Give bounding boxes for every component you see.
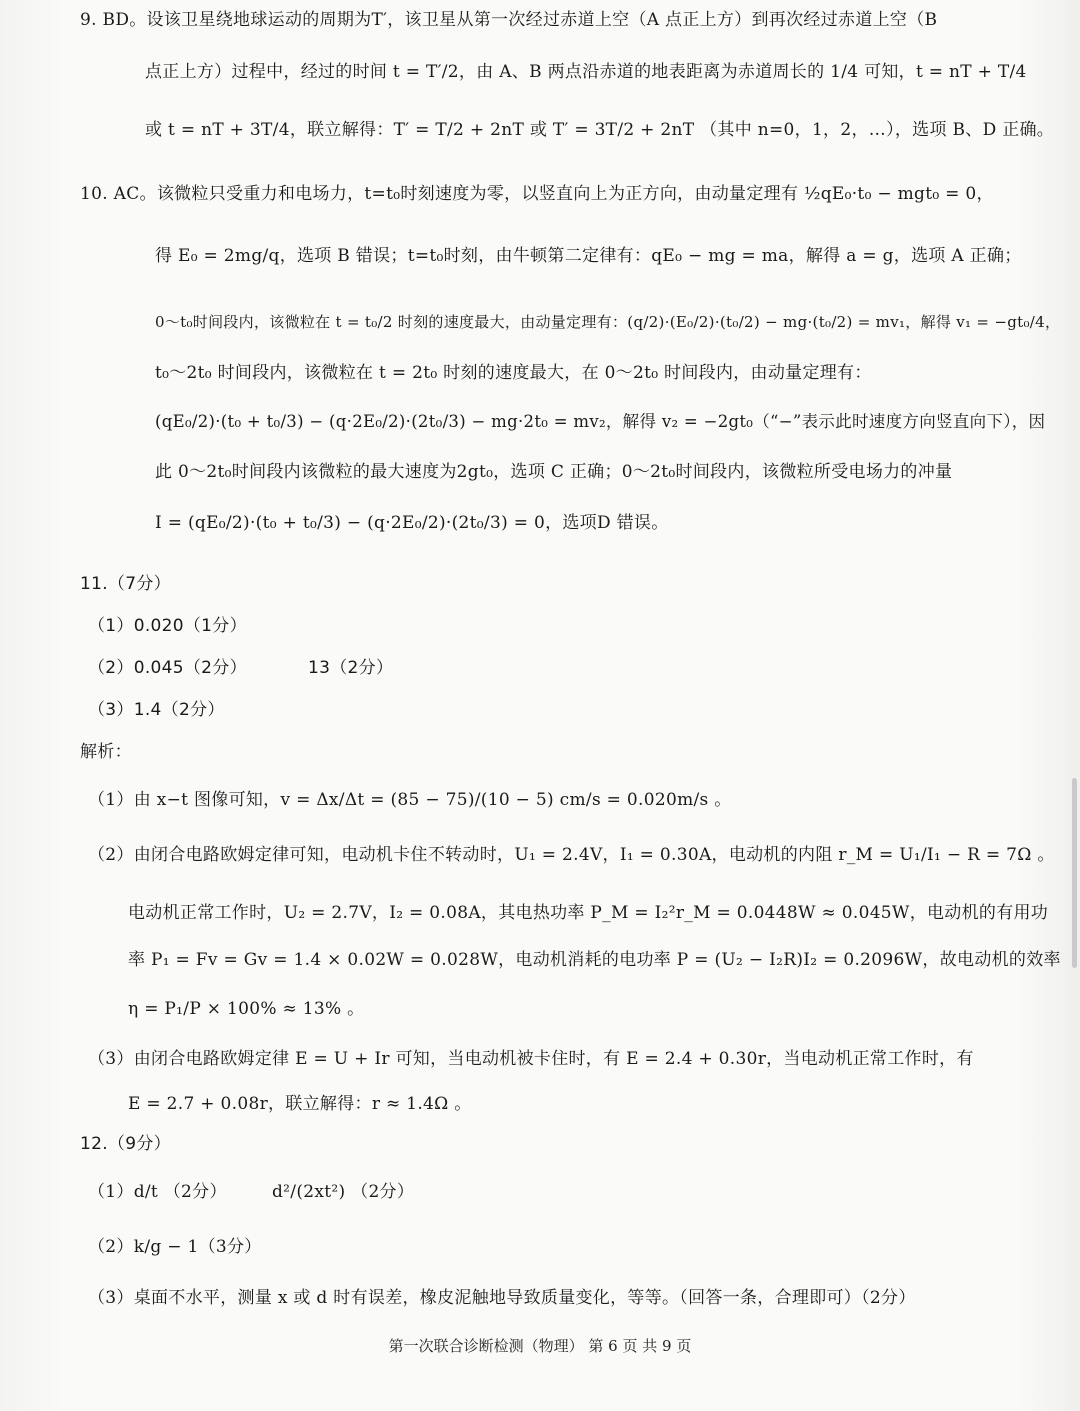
q11-solution-2d: η = P₁/P × 100% ≈ 13% 。	[128, 999, 365, 1019]
q10-line-5: (qE₀/2)·(t₀ + t₀/3) − (q·2E₀/2)·(2t₀/3) − mg·2t₀ = mv₂，解得 v₂ = −2gt₀（“−”表示此时速度方向竖直向下），因	[155, 412, 1046, 431]
q11-answer-1: （1）0.020（1分）	[88, 616, 247, 636]
q12-header: 12.（9分）	[80, 1134, 171, 1154]
q10-line-2: 得 E₀ = 2mg/q，选项 B 错误；t=t₀时刻，由牛顿第二定律有：qE₀ − mg = ma，解得 a = g，选项 A 正确；	[155, 246, 1022, 266]
q11-answer-2: （2）0.045（2分）	[88, 658, 247, 678]
q11-answer-3: （3）1.4（2分）	[88, 700, 225, 720]
page-footer: 第一次联合诊断检测（物理） 第 6 页 共 9 页	[388, 1337, 692, 1355]
q9-line-1: 9. BD。设该卫星绕地球运动的周期为T′，该卫星从第一次经过赤道上空（A 点正上方）到再次经过赤道上空（B	[80, 10, 938, 30]
q10-line-4: t₀～2t₀ 时间段内，该微粒在 t = 2t₀ 时刻的速度最大，在 0～2t₀ 时间段内，由动量定理有：	[155, 363, 872, 383]
analysis-label: 解析：	[80, 742, 132, 762]
q10-line-7: I = (qE₀/2)·(t₀ + t₀/3) − (q·2E₀/2)·(2t₀/3) = 0，选项D 错误。	[155, 513, 669, 533]
scrollbar-thumb[interactable]	[1072, 778, 1077, 968]
q11-solution-2a: （2）由闭合电路欧姆定律可知，电动机卡住不转动时，U₁ = 2.4V，I₁ = 0.30A，电动机的内阻 r_M = U₁/I₁ − R = 7Ω 。	[88, 845, 1055, 865]
q11-answer-2b: 13（2分）	[308, 658, 394, 678]
q12-answer-1: （1）d/t （2分）	[88, 1182, 227, 1202]
q10-line-6: 此 0～2t₀时间段内该微粒的最大速度为2gt₀，选项 C 正确；0～2t₀时间段内，该微粒所受电场力的冲量	[155, 462, 953, 482]
q9-line-2: 点正上方）过程中，经过的时间 t = T′/2，由 A、B 两点沿赤道的地表距离为赤道周长的 1/4 可知，t = nT + T/4	[145, 62, 1027, 82]
q11-solution-1: （1）由 x−t 图像可知，v = Δx/Δt = (85 − 75)/(10 − 5) cm/s = 0.020m/s 。	[88, 790, 732, 810]
q12-answer-3: （3）桌面不水平，测量 x 或 d 时有误差，橡皮泥触地导致质量变化，等等。（回答一条，合理即可）（2分）	[88, 1288, 916, 1308]
q12-answer-1b: d²/(2xt²) （2分）	[272, 1182, 415, 1202]
q12-answer-2: （2）k/g − 1（3分）	[88, 1237, 262, 1257]
q11-solution-3b: E = 2.7 + 0.08r，联立解得：r ≈ 1.4Ω 。	[128, 1094, 472, 1114]
q10-line-3: 0～t₀时间段内，该微粒在 t = t₀/2 时刻的速度最大，由动量定理有：(q/2)·(E₀/2)·(t₀/2) − mg·(t₀/2) = mv₁，解得 v₁ = −gt₀/4，	[155, 313, 1061, 331]
q11-solution-2b: 电动机正常工作时，U₂ = 2.7V，I₂ = 0.08A，其电热功率 P_M = I₂²r_M = 0.0448W ≈ 0.045W，电动机的有用功	[128, 903, 1049, 923]
q9-line-3: 或 t = nT + 3T/4，联立解得：T′ = T/2 + 2nT 或 T′ = 3T/2 + 2nT （其中 n=0，1，2，…），选项 B、D 正确。	[145, 120, 1055, 140]
q11-solution-3a: （3）由闭合电路欧姆定律 E = U + Ir 可知，当电动机被卡住时，有 E = 2.4 + 0.30r，当电动机正常工作时，有	[88, 1049, 974, 1069]
q11-solution-2c: 率 P₁ = Fv = Gv = 1.4 × 0.02W = 0.028W，电动机消耗的电功率 P = (U₂ − I₂R)I₂ = 0.2096W，故电动机的效率	[128, 950, 1061, 970]
q10-line-1: 10. AC。该微粒只受重力和电场力，t=t₀时刻速度为零，以竖直向上为正方向，由动量定理有 ½qE₀·t₀ − mgt₀ = 0，	[80, 184, 994, 204]
q11-header: 11.（7分）	[80, 574, 171, 594]
